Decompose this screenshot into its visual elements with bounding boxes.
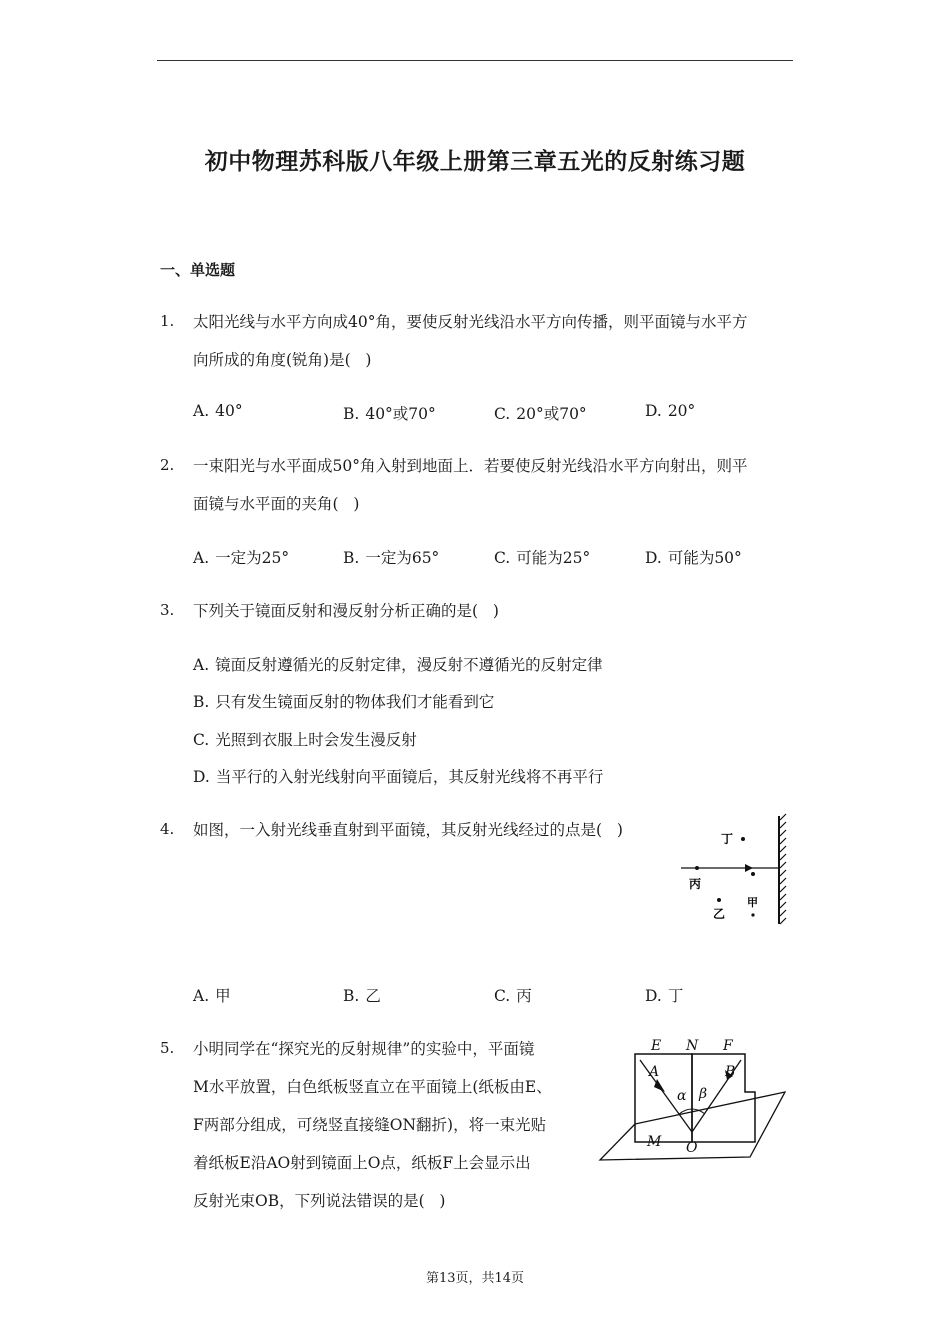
option-d[interactable]: D. 可能为50° [645,549,742,567]
question-number: 5. [160,1039,175,1057]
point-ding [741,837,745,841]
question-text [193,592,499,630]
question-text [193,303,747,379]
question-number: 3. [160,601,175,619]
question-text [193,447,747,523]
label-O: O [686,1140,698,1156]
option-a[interactable]: A. 镜面反射遵循光的反射定律，漫反射不遵循光的反射定律 [193,656,603,674]
question-text [193,811,623,849]
option-c[interactable]: C. 可能为25° [494,549,591,567]
option-b[interactable]: B. 一定为65° [343,549,440,567]
question-line: 反射光束OB，下列说法错误的是( ) [193,1192,446,1210]
question-line: 小明同学在“探究光的反射规律”的实验中，平面镜 [193,1040,535,1058]
section-heading: 一、单选题 [160,261,236,279]
option-a[interactable]: A. 一定为25° [193,549,290,567]
page-footer: 第13页，共14页 [425,1271,525,1286]
option-b[interactable]: B. 只有发生镜面反射的物体我们才能看到它 [193,693,495,711]
option-c[interactable]: C. 丙 [494,987,532,1005]
arrow-icon [745,864,753,872]
option-c[interactable]: C. 光照到衣服上时会发生漫反射 [193,731,417,749]
point-label-yi: 乙 [713,907,726,921]
question-number: 1. [160,312,175,330]
question-line: M水平放置，白色纸板竖直立在平面镜上(纸板由E、 [193,1078,552,1096]
label-B: B [725,1064,736,1080]
question-line: 太阳光线与水平方向成40°角，要使反射光线沿水平方向传播，则平面镜与水平方 [193,313,748,331]
label-alpha: α [677,1088,687,1104]
option-d[interactable]: D. 当平行的入射光线射向平面镜后，其反射光线将不再平行 [193,768,604,786]
question-text [193,1030,583,1220]
label-beta: β [699,1086,708,1102]
question-line: 下列关于镜面反射和漫反射分析正确的是( ) [193,602,499,620]
mirror-figure-q4 [675,810,795,930]
label-F: F [723,1038,733,1054]
option-b[interactable]: B. 乙 [343,987,381,1005]
label-A: A [649,1064,660,1080]
option-c[interactable]: C. 20°或70° [494,405,587,423]
reflection-experiment-figure [595,1032,790,1167]
question-line: 着纸板E沿AO射到镜面上O点，纸板F上会显示出 [193,1154,531,1172]
question-line: 一束阳光与水平面成50°角入射到地面上．若要使反射光线沿水平方向射出，则平 [193,457,748,475]
option-d[interactable]: D. 20° [645,402,696,420]
option-a[interactable]: A. 40° [193,402,243,420]
point-label-ding: 丁 [721,832,734,846]
mirror-hatching [780,814,786,924]
page-title: 初中物理苏科版八年级上册第三章五光的反射练习题 [204,149,746,175]
point-label-bing: 丙 [689,877,702,891]
question-line: F两部分组成，可绕竖直接缝ON翻折)，将一束光贴 [193,1116,547,1134]
point-label-jia: 甲 [747,896,758,909]
option-b[interactable]: B. 40°或70° [343,405,436,423]
point-bing [695,866,699,870]
label-E: E [651,1038,662,1054]
label-M: M [647,1134,662,1150]
question-number: 4. [160,820,175,838]
question-line: 向所成的角度(锐角)是( ) [193,351,372,369]
question-number: 2. [160,456,175,474]
header-rule [157,60,793,61]
point-jia [751,872,755,876]
point-jia-dot [751,913,754,916]
question-line: 面镜与水平面的夹角( ) [193,495,360,513]
question-line: 如图，一入射光线垂直射到平面镜，其反射光线经过的点是( ) [193,821,623,839]
option-a[interactable]: A. 甲 [193,987,231,1005]
label-N: N [686,1038,699,1054]
point-yi [717,898,721,902]
option-d[interactable]: D. 丁 [645,987,684,1005]
